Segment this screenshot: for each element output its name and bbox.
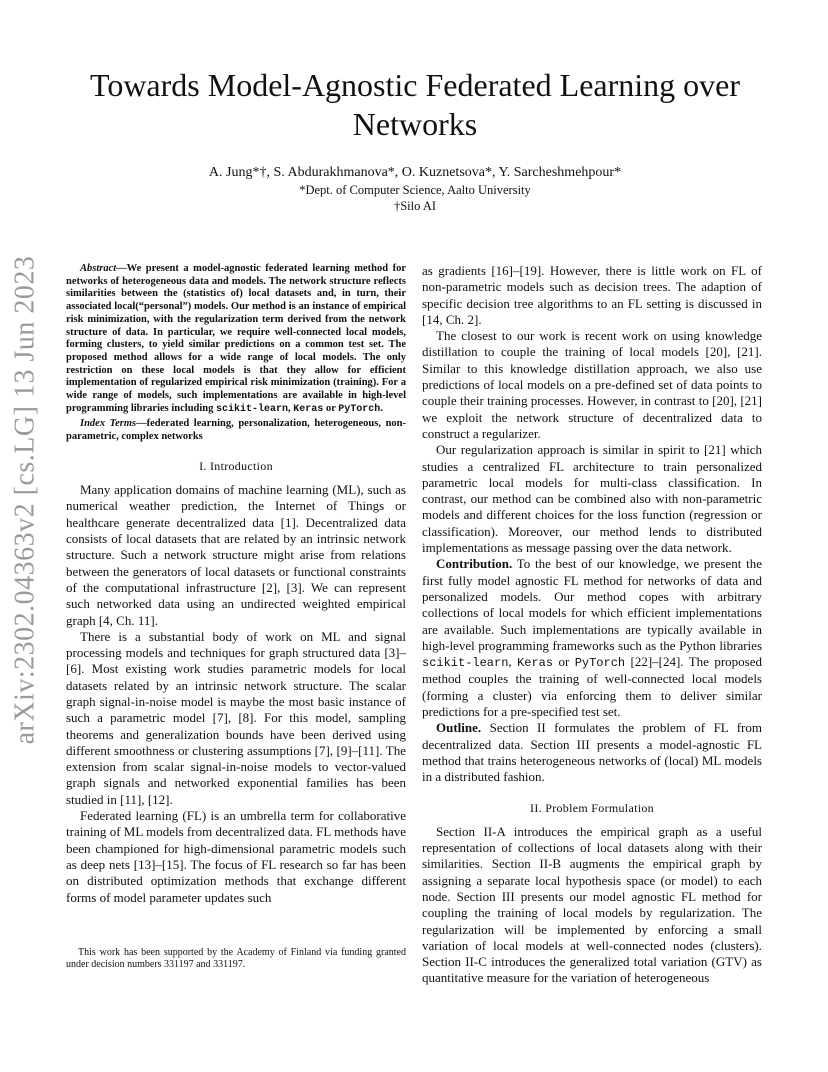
outline-text: Section II formulates the problem of FL from decentralized data. Section III presents a model-agnostic FL method that trains heterogeneous networks of (local) ML models in a distributed fashion. (422, 720, 762, 785)
contrib-lib-scikit-learn: scikit-learn (422, 656, 509, 671)
funding-footnote: This work has been supported by the Academy of Finland via funding granted under decision numbers 331197 and 331197. (66, 947, 406, 970)
section-heading-introduction: I. Introduction (199, 458, 273, 473)
arxiv-sidebar-stamp (6, 255, 44, 745)
contribution-label: Contribution. (436, 556, 513, 572)
paper-title: Towards Model-Agnostic Federated Learning over Networks (90, 67, 740, 142)
index-text: —federated learning, personalization, heterogeneous, non-parametric, complex networks (66, 418, 407, 443)
outline-paragraph (422, 720, 762, 785)
abstract: Abstract—We present a model-agnostic federated learning method for networks of heterogeneous data and models. The network structure reflects similarities between the (statistics of) local datasets and, in turn, their associated local(“personal”) models. Our method is an instance of empirical risk minimization, with the regularization term derived from the network structure of data. In particular, we require well-connected local models, forming clusters, to yield similar predictions on a common test set. The proposed method allows for a wide range of local models. The only restriction on these local models is that they allow for efficient implementation of regularized empirical risk minimization (training). For a wide range of models, such implementations are available in high-level programming libraries including scikit-learn, Keras or PyTorch. (66, 263, 406, 415)
intro-paragraph-5: The closest to our work is recent work on using knowledge distillation to couple the training of local models [20], [21]. Similar to this knowledge distillation approach, we also use predictions of local models on a pre-defined set of data points to couple their training processes. However, in contrast to [20], [21] we exploit the network structure of decentralized data to construct a regularizer. (422, 328, 762, 441)
left-column (66, 263, 406, 906)
intro-paragraph-4: as gradients [16]–[19]. However, there is little work on FL of non-parametric models such as decision trees. The adaption of specific decision tree algorithms to an FL setting is discussed in [14, Ch. 2]. (422, 263, 762, 327)
index-terms (66, 418, 406, 443)
arxiv-id: arXiv:2302.04363v2 [cs.LG] 13 Jun 2023 (9, 255, 41, 745)
intro-paragraph-2: There is a substantial body of work on ML and signal processing models and techniques for graph structured data [3]–[6]. Most existing work studies parametric models for local datasets related by an intrinsic network structure. The scalar graph signal-in-noise model is maybe the most basic instance of such a parametric model [7], [8]. For this model, sampling theorems and generalization bounds have been derived using different smoothness or clustering assumptions [7], [9]–[11]. The extension from scalar signal-in-noise models to vector-valued graph signals and networked exponential families has been studied in [11], [12]. (66, 628, 406, 807)
intro-paragraph-3: Federated learning (FL) is an umbrella term for collaborative training of ML models from decentralized data. FL methods have been championed for high-dimensional parametric models such as deep nets [13]–[15]. The focus of FL research so far has been on distributed optimization methods that exchange different forms of model parameter updates such (66, 808, 406, 905)
contrib-lib-pytorch: PyTorch (574, 656, 626, 671)
lib-keras: Keras (293, 403, 324, 415)
lib-pytorch: PyTorch (338, 403, 381, 415)
right-column (422, 263, 762, 987)
abstract-text: —We present a model-agnostic federated learning method for networks of heterogeneous data and models. The network structure reflects similarities between the (statistics of) local datasets and, in turn, their associated local(“personal”) models. Our method is an instance of empirical risk minimization, with the regularization term derived from the network structure of data. In particular, we require well-connected local models, forming clusters, to yield similar predictions on a common test set. The proposed method allows for a wide range of local models. The only restriction on these local models is that they allow for efficient implementation of regularized empirical risk minimization (training). For a wide range of models, such implementations are available in high-level programming libraries including (66, 263, 406, 414)
author-list: A. Jung*†, S. Abdurakhmanova*, O. Kuznetsova*, Y. Sarcheshmehpour* (208, 165, 622, 180)
contribution-text-a: To the best of our knowledge, we present the first fully model agnostic FL method for networks of data and personalized models. Our method copes with arbitrary collections of local models for which efficient implementations are available. Such implementations are typically available in high-level programming frameworks such as the Python libraries (422, 556, 762, 653)
abstract-label: Abstract (80, 263, 117, 274)
affiliation-silo: †Silo AI (393, 199, 437, 213)
contribution-text-b: [22]–[24]. The proposed method couples the training of well-connected local models (forming a cluster) via enforcing them to deliver similar predictions for a pre-specified test set. (422, 654, 762, 720)
index-label: Index Terms (80, 418, 137, 430)
affiliation-aalto: *Dept. of Computer Science, Aalto University (299, 183, 531, 197)
contrib-lib-keras: Keras (517, 656, 554, 671)
contribution-paragraph: Contribution. To the best of our knowledge, we present the first fully model agnostic FL method for networks of data and personalized models. Our method copes with arbitrary collections of local models for which efficient implementations are available. Such implementations are typically available in high-level programming frameworks such as the Python libraries scikit-learn, Keras or PyTorch [22]–[24]. The proposed method couples the training of well-connected local models (forming a cluster) via enforcing them to deliver similar predictions for a pre-specified test set. (422, 556, 762, 720)
problem-paragraph-1: Section II-A introduces the empirical graph as a useful representation of collections of local datasets along with their similarities. Section II-B augments the empirical graph by assigning a separate local hypothesis space (or model) to each node. Section III presents our model agnostic FL method for coupling the training of local models by regularization. The regularization will be implemented by enforcing a small variation of local models at well-connected nodes (clusters). Section II-C introduces the generalized total variation (GTV) as quantitative measure for the variation of heterogeneous (422, 823, 762, 986)
outline-label: Outline. (436, 720, 482, 736)
intro-paragraph-6: Our regularization approach is similar in spirit to [21] which studies a centralized FL architecture to train personalized parametric local models for multi-class classification. In contrast, our method can be combined also with non-parametric models and different choices for the loss function (regression or classification). Moreover, our method lends to distributed implementations as message passing over the data network. (422, 442, 762, 556)
lib-scikit-learn: scikit-learn (216, 403, 289, 415)
section-heading-problem-formulation: II. Problem Formulation (530, 800, 654, 815)
intro-paragraph-1: Many application domains of machine learning (ML), such as numerical weather prediction, the Internet of Things or healthcare generate decentralized data [1]. Decentralized data consists of local datasets that are related by an intrinsic network structure. Such a network structure might arise from relations between the generators of local datasets or functional constraints of the computational infrastructure [2], [3]. We can represent such networked data using an undirected weighted empirical graph [4, Ch. 11]. (66, 482, 406, 628)
